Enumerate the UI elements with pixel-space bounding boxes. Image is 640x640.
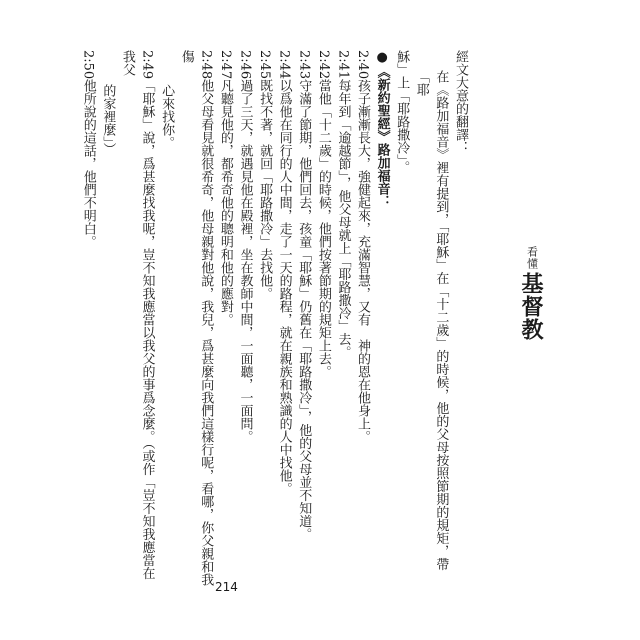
running-header	[516, 246, 547, 341]
section-heading-text: 《新約聖經》路加福音：	[374, 65, 390, 208]
verse-2-40: 2:40孩子漸漸長大，強健起來，充滿智慧，又有 神的恩在他身上。	[355, 50, 371, 444]
intro-title: 經文大意的翻譯：	[453, 50, 468, 154]
verse-2-44: 2:44以爲他在同行的人中間，走了一天的路程，就在親族和熟識的人中找他。	[276, 50, 292, 496]
bullet-icon: ●	[374, 50, 390, 65]
verse-2-48-continued: 心來找你。	[159, 83, 175, 149]
verse-2-49: 2:49「耶穌」說，爲甚麼找我呢，豈不知我應當以我父的事爲念麼。（或作「豈不知我應當在我父	[119, 50, 155, 580]
verse-2-45: 2:45既找不著，就回「耶路撒冷」去找他。	[257, 50, 273, 301]
verse-2-49-continued: 的家裡麼」）	[100, 83, 116, 156]
verse-2-41: 2:41每年到「逾越節」，他父母就上「耶路撒冷」去。	[335, 50, 351, 359]
page-number: 214	[215, 580, 238, 594]
verse-2-50: 2:50他所說的這話，他們不明白。	[80, 50, 96, 249]
verse-2-46: 2:46過了三天，就遇見他在殿裡，坐在教師中間，一面聽，一面問。	[237, 50, 253, 444]
verse-2-47: 2:47凡聽見他的，都希奇他的聰明和他的應對。	[217, 50, 233, 327]
header-small-title: 看懂	[525, 246, 539, 270]
intro-paragraph-line-1: 在《路加福音》裡有提到，「耶穌」在「十二歲」的時候，他的父母按照節期的規矩，帶「耶	[413, 69, 449, 570]
verse-2-48: 2:48他父母看見就很希奇，他母親對他說，我兒，爲甚麼向我們這樣行呢，看哪，你父親和我傷	[178, 50, 214, 587]
verse-2-42: 2:42當他「十二歲」的時候，他們按著節期的規矩上去。	[315, 50, 331, 379]
intro-paragraph-line-2: 穌」上「耶路撒冷」。	[394, 50, 410, 174]
main-text-column	[78, 50, 470, 590]
section-heading	[372, 50, 392, 590]
verse-2-43: 2:43守滿了節期，他們回去，孩童「耶穌」仍舊在「耶路撒冷」，他的父母並不知道。	[296, 50, 312, 541]
header-book-title: 基督教	[518, 272, 544, 341]
